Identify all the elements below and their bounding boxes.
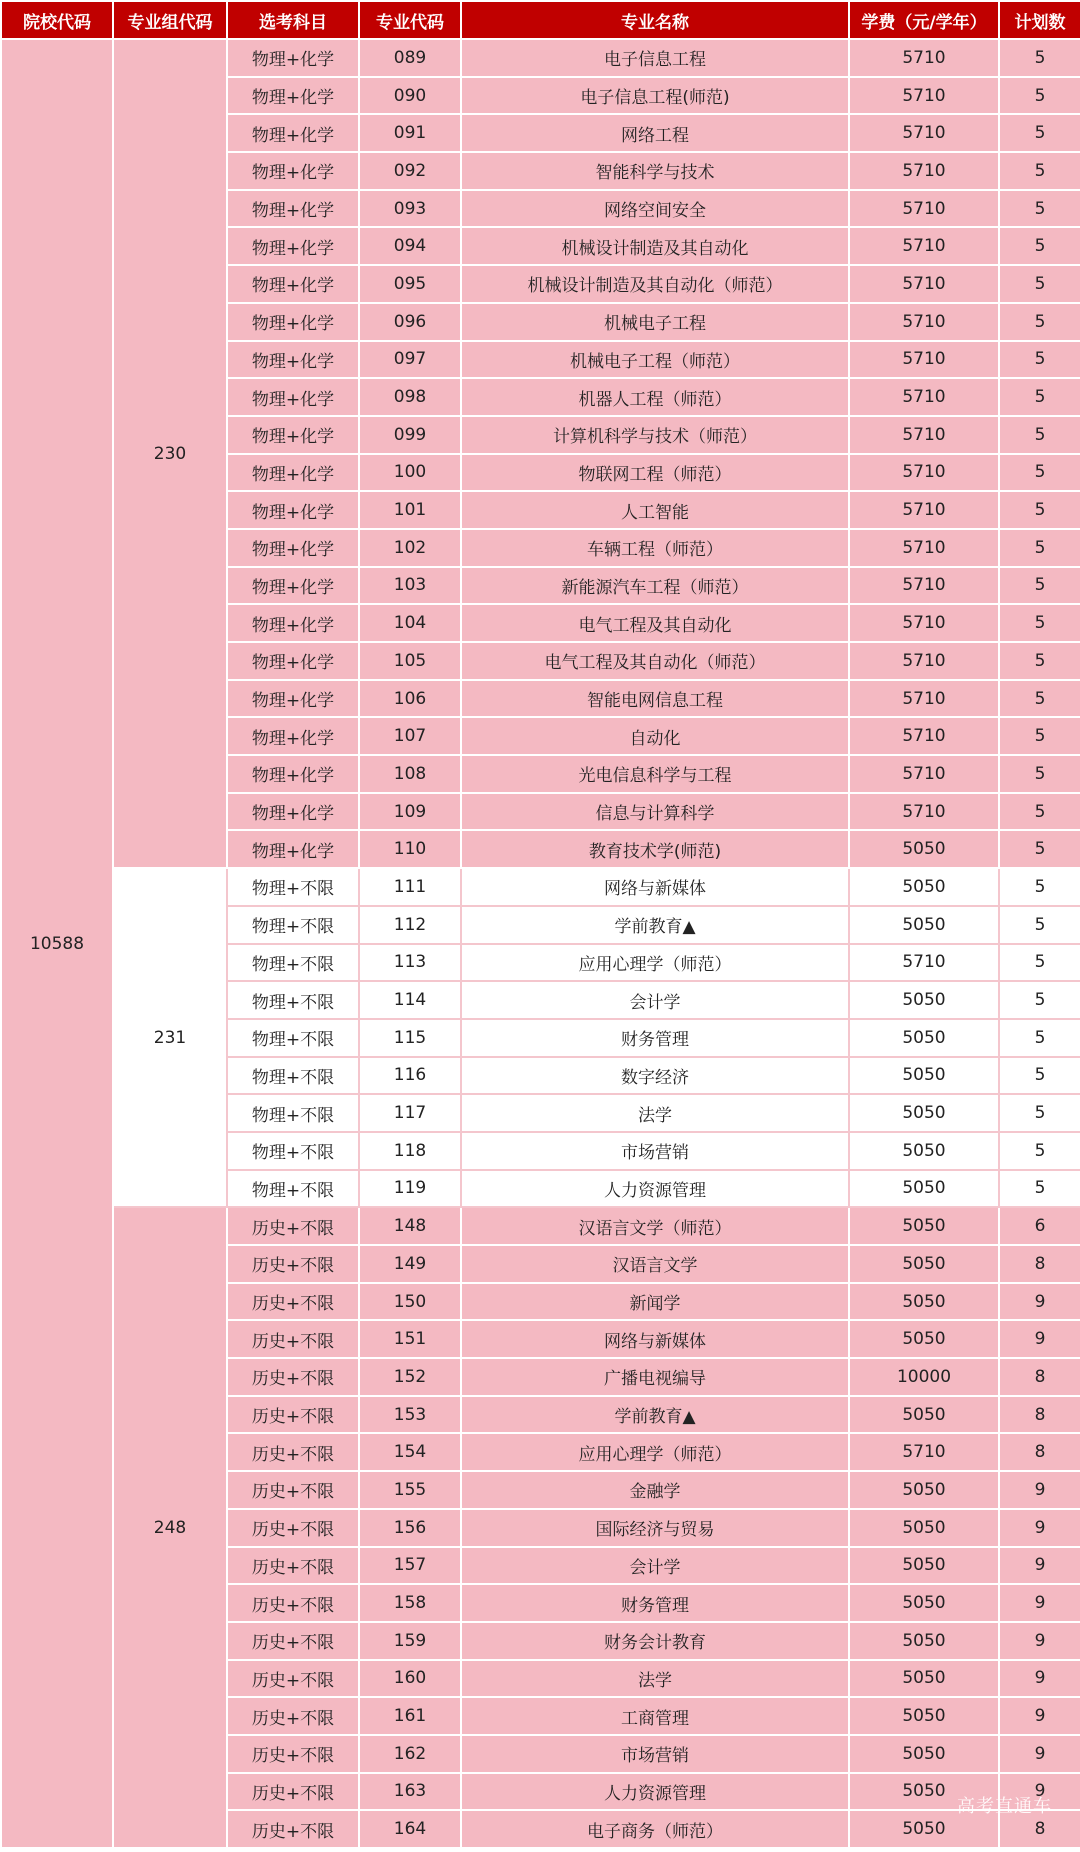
tuition-cell: 5050 bbox=[849, 981, 999, 1019]
major-code-cell: 156 bbox=[359, 1509, 461, 1547]
plan-count-cell: 9 bbox=[999, 1509, 1080, 1547]
major-name-cell: 市场营销 bbox=[461, 1132, 849, 1170]
tuition-cell: 5710 bbox=[849, 755, 999, 793]
major-name-cell: 电子商务（师范） bbox=[461, 1810, 849, 1848]
major-name-cell: 人力资源管理 bbox=[461, 1773, 849, 1811]
tuition-cell: 5710 bbox=[849, 680, 999, 718]
plan-count-cell: 5 bbox=[999, 793, 1080, 831]
plan-count-cell: 5 bbox=[999, 944, 1080, 982]
major-name-cell: 财务管理 bbox=[461, 1584, 849, 1622]
header-school-code: 院校代码 bbox=[1, 1, 113, 39]
major-code-cell: 160 bbox=[359, 1660, 461, 1698]
tuition-cell: 5710 bbox=[849, 717, 999, 755]
major-name-cell: 汉语言文学（师范） bbox=[461, 1207, 849, 1245]
plan-count-cell: 5 bbox=[999, 416, 1080, 454]
tuition-cell: 5710 bbox=[849, 114, 999, 152]
plan-count-cell: 5 bbox=[999, 1019, 1080, 1057]
tuition-cell: 5050 bbox=[849, 830, 999, 868]
tuition-cell: 5050 bbox=[849, 868, 999, 906]
plan-count-cell: 5 bbox=[999, 77, 1080, 115]
major-code-cell: 151 bbox=[359, 1320, 461, 1358]
plan-count-cell: 5 bbox=[999, 567, 1080, 605]
subject-cell: 物理+化学 bbox=[227, 39, 359, 77]
tuition-cell: 5050 bbox=[849, 1207, 999, 1245]
major-name-cell: 金融学 bbox=[461, 1471, 849, 1509]
major-code-cell: 150 bbox=[359, 1283, 461, 1321]
tuition-cell: 5710 bbox=[849, 454, 999, 492]
plan-count-cell: 5 bbox=[999, 717, 1080, 755]
header-row bbox=[1, 1, 1080, 39]
tuition-cell: 5710 bbox=[849, 1433, 999, 1471]
header-subjects: 选考科目 bbox=[227, 1, 359, 39]
major-name-cell: 光电信息科学与工程 bbox=[461, 755, 849, 793]
major-name-cell: 机械设计制造及其自动化（师范） bbox=[461, 265, 849, 303]
subject-cell: 物理+化学 bbox=[227, 416, 359, 454]
plan-count-cell: 5 bbox=[999, 604, 1080, 642]
subject-cell: 物理+化学 bbox=[227, 190, 359, 228]
subject-cell: 物理+化学 bbox=[227, 114, 359, 152]
subject-cell: 历史+不限 bbox=[227, 1433, 359, 1471]
tuition-cell: 5050 bbox=[849, 1547, 999, 1585]
major-code-cell: 157 bbox=[359, 1547, 461, 1585]
tuition-cell: 5050 bbox=[849, 1019, 999, 1057]
plan-count-cell: 5 bbox=[999, 152, 1080, 190]
tuition-cell: 5050 bbox=[849, 1283, 999, 1321]
plan-count-cell: 5 bbox=[999, 454, 1080, 492]
major-name-cell: 应用心理学（师范） bbox=[461, 1433, 849, 1471]
subject-cell: 历史+不限 bbox=[227, 1283, 359, 1321]
major-name-cell: 电气工程及其自动化（师范） bbox=[461, 642, 849, 680]
subject-cell: 物理+化学 bbox=[227, 567, 359, 605]
subject-cell: 历史+不限 bbox=[227, 1735, 359, 1773]
subject-cell: 物理+不限 bbox=[227, 1132, 359, 1170]
major-name-cell: 财务管理 bbox=[461, 1019, 849, 1057]
major-name-cell: 自动化 bbox=[461, 717, 849, 755]
major-code-cell: 109 bbox=[359, 793, 461, 831]
major-code-cell: 153 bbox=[359, 1396, 461, 1434]
subject-cell: 物理+化学 bbox=[227, 491, 359, 529]
major-name-cell: 会计学 bbox=[461, 1547, 849, 1585]
tuition-cell: 10000 bbox=[849, 1358, 999, 1396]
table-row bbox=[1, 39, 1080, 77]
major-name-cell: 网络与新媒体 bbox=[461, 1320, 849, 1358]
plan-count-cell: 5 bbox=[999, 1094, 1080, 1132]
tuition-cell: 5710 bbox=[849, 265, 999, 303]
plan-count-cell: 5 bbox=[999, 906, 1080, 944]
major-name-cell: 计算机科学与技术（师范） bbox=[461, 416, 849, 454]
major-code-cell: 108 bbox=[359, 755, 461, 793]
subject-cell: 历史+不限 bbox=[227, 1584, 359, 1622]
major-code-cell: 118 bbox=[359, 1132, 461, 1170]
major-code-cell: 094 bbox=[359, 227, 461, 265]
subject-cell: 物理+化学 bbox=[227, 341, 359, 379]
plan-count-cell: 8 bbox=[999, 1245, 1080, 1283]
plan-count-cell: 9 bbox=[999, 1584, 1080, 1622]
major-name-cell: 人工智能 bbox=[461, 491, 849, 529]
major-name-cell: 新能源汽车工程（师范） bbox=[461, 567, 849, 605]
tuition-cell: 5050 bbox=[849, 1697, 999, 1735]
watermark: 高考直通车 bbox=[957, 1796, 1052, 1817]
major-name-cell: 法学 bbox=[461, 1094, 849, 1132]
major-code-cell: 100 bbox=[359, 454, 461, 492]
plan-count-cell: 5 bbox=[999, 491, 1080, 529]
subject-cell: 物理+化学 bbox=[227, 454, 359, 492]
major-name-cell: 信息与计算科学 bbox=[461, 793, 849, 831]
header-major-name: 专业名称 bbox=[461, 1, 849, 39]
subject-cell: 物理+化学 bbox=[227, 227, 359, 265]
tuition-cell: 5050 bbox=[849, 1396, 999, 1434]
major-name-cell: 智能科学与技术 bbox=[461, 152, 849, 190]
major-code-cell: 103 bbox=[359, 567, 461, 605]
header-group-code: 专业组代码 bbox=[113, 1, 227, 39]
plan-count-cell: 5 bbox=[999, 680, 1080, 718]
major-code-cell: 158 bbox=[359, 1584, 461, 1622]
major-code-cell: 089 bbox=[359, 39, 461, 77]
major-code-cell: 154 bbox=[359, 1433, 461, 1471]
tuition-cell: 5050 bbox=[849, 1170, 999, 1208]
major-name-cell: 机械电子工程（师范） bbox=[461, 341, 849, 379]
plan-count-cell: 9 bbox=[999, 1697, 1080, 1735]
tuition-cell: 5050 bbox=[849, 1810, 999, 1848]
major-name-cell: 教育技术学(师范) bbox=[461, 830, 849, 868]
major-code-cell: 098 bbox=[359, 378, 461, 416]
major-code-cell: 095 bbox=[359, 265, 461, 303]
major-code-cell: 105 bbox=[359, 642, 461, 680]
major-code-cell: 117 bbox=[359, 1094, 461, 1132]
major-code-cell: 149 bbox=[359, 1245, 461, 1283]
plan-count-cell: 5 bbox=[999, 642, 1080, 680]
major-code-cell: 097 bbox=[359, 341, 461, 379]
major-code-cell: 101 bbox=[359, 491, 461, 529]
tuition-cell: 5050 bbox=[849, 1057, 999, 1095]
major-name-cell: 汉语言文学 bbox=[461, 1245, 849, 1283]
major-name-cell: 智能电网信息工程 bbox=[461, 680, 849, 718]
plan-count-cell: 9 bbox=[999, 1773, 1080, 1811]
major-code-cell: 093 bbox=[359, 190, 461, 228]
tuition-cell: 5710 bbox=[849, 190, 999, 228]
subject-cell: 历史+不限 bbox=[227, 1773, 359, 1811]
major-code-cell: 106 bbox=[359, 680, 461, 718]
header-plan-count: 计划数 bbox=[999, 1, 1080, 39]
group-code-cell: 230 bbox=[113, 39, 227, 868]
subject-cell: 物理+化学 bbox=[227, 642, 359, 680]
major-code-cell: 111 bbox=[359, 868, 461, 906]
subject-cell: 物理+化学 bbox=[227, 680, 359, 718]
plan-count-cell: 9 bbox=[999, 1320, 1080, 1358]
major-name-cell: 网络空间安全 bbox=[461, 190, 849, 228]
tuition-cell: 5710 bbox=[849, 944, 999, 982]
major-code-cell: 152 bbox=[359, 1358, 461, 1396]
subject-cell: 物理+化学 bbox=[227, 604, 359, 642]
plan-count-cell: 5 bbox=[999, 114, 1080, 152]
major-name-cell: 机械电子工程 bbox=[461, 303, 849, 341]
subject-cell: 历史+不限 bbox=[227, 1396, 359, 1434]
major-code-cell: 164 bbox=[359, 1810, 461, 1848]
plan-count-cell: 5 bbox=[999, 868, 1080, 906]
subject-cell: 历史+不限 bbox=[227, 1320, 359, 1358]
table-row bbox=[1, 868, 1080, 906]
plan-count-cell: 9 bbox=[999, 1471, 1080, 1509]
major-name-cell: 广播电视编导 bbox=[461, 1358, 849, 1396]
school-code-cell: 10588 bbox=[1, 39, 113, 1848]
tuition-cell: 5050 bbox=[849, 1094, 999, 1132]
subject-cell: 物理+不限 bbox=[227, 981, 359, 1019]
tuition-cell: 5050 bbox=[849, 1773, 999, 1811]
tuition-cell: 5710 bbox=[849, 567, 999, 605]
tuition-cell: 5050 bbox=[849, 1132, 999, 1170]
major-code-cell: 148 bbox=[359, 1207, 461, 1245]
tuition-cell: 5050 bbox=[849, 1245, 999, 1283]
plan-count-cell: 5 bbox=[999, 227, 1080, 265]
subject-cell: 物理+不限 bbox=[227, 1057, 359, 1095]
subject-cell: 物理+不限 bbox=[227, 1019, 359, 1057]
subject-cell: 历史+不限 bbox=[227, 1660, 359, 1698]
plan-count-cell: 9 bbox=[999, 1283, 1080, 1321]
major-code-cell: 096 bbox=[359, 303, 461, 341]
subject-cell: 物理+化学 bbox=[227, 830, 359, 868]
major-name-cell: 电子信息工程 bbox=[461, 39, 849, 77]
major-name-cell: 数字经济 bbox=[461, 1057, 849, 1095]
subject-cell: 物理+化学 bbox=[227, 793, 359, 831]
major-code-cell: 155 bbox=[359, 1471, 461, 1509]
plan-count-cell: 8 bbox=[999, 1358, 1080, 1396]
subject-cell: 物理+化学 bbox=[227, 378, 359, 416]
tuition-cell: 5710 bbox=[849, 341, 999, 379]
major-code-cell: 162 bbox=[359, 1735, 461, 1773]
header-major-code: 专业代码 bbox=[359, 1, 461, 39]
plan-count-cell: 6 bbox=[999, 1207, 1080, 1245]
major-name-cell: 机械设计制造及其自动化 bbox=[461, 227, 849, 265]
major-code-cell: 161 bbox=[359, 1697, 461, 1735]
plan-count-cell: 5 bbox=[999, 529, 1080, 567]
subject-cell: 物理+不限 bbox=[227, 944, 359, 982]
group-code-cell: 231 bbox=[113, 868, 227, 1207]
tuition-cell: 5050 bbox=[849, 1622, 999, 1660]
major-name-cell: 机器人工程（师范） bbox=[461, 378, 849, 416]
tuition-cell: 5710 bbox=[849, 303, 999, 341]
tuition-cell: 5710 bbox=[849, 529, 999, 567]
major-code-cell: 092 bbox=[359, 152, 461, 190]
tuition-cell: 5050 bbox=[849, 1509, 999, 1547]
plan-count-cell: 5 bbox=[999, 303, 1080, 341]
major-code-cell: 163 bbox=[359, 1773, 461, 1811]
major-name-cell: 物联网工程（师范） bbox=[461, 454, 849, 492]
major-code-cell: 116 bbox=[359, 1057, 461, 1095]
subject-cell: 物理+化学 bbox=[227, 529, 359, 567]
tuition-cell: 5050 bbox=[849, 906, 999, 944]
major-code-cell: 102 bbox=[359, 529, 461, 567]
major-name-cell: 电气工程及其自动化 bbox=[461, 604, 849, 642]
tuition-cell: 5710 bbox=[849, 416, 999, 454]
tuition-cell: 5050 bbox=[849, 1584, 999, 1622]
plan-count-cell: 5 bbox=[999, 190, 1080, 228]
major-code-cell: 115 bbox=[359, 1019, 461, 1057]
plan-count-cell: 8 bbox=[999, 1810, 1080, 1848]
plan-count-cell: 5 bbox=[999, 265, 1080, 303]
subject-cell: 历史+不限 bbox=[227, 1471, 359, 1509]
subject-cell: 物理+化学 bbox=[227, 755, 359, 793]
major-name-cell: 网络与新媒体 bbox=[461, 868, 849, 906]
major-name-cell: 车辆工程（师范） bbox=[461, 529, 849, 567]
plan-count-cell: 5 bbox=[999, 341, 1080, 379]
major-name-cell: 应用心理学（师范） bbox=[461, 944, 849, 982]
major-name-cell: 财务会计教育 bbox=[461, 1622, 849, 1660]
subject-cell: 历史+不限 bbox=[227, 1207, 359, 1245]
subject-cell: 物理+化学 bbox=[227, 265, 359, 303]
major-name-cell: 人力资源管理 bbox=[461, 1170, 849, 1208]
subject-cell: 历史+不限 bbox=[227, 1358, 359, 1396]
plan-count-cell: 5 bbox=[999, 1170, 1080, 1208]
subject-cell: 历史+不限 bbox=[227, 1697, 359, 1735]
major-name-cell: 法学 bbox=[461, 1660, 849, 1698]
tuition-cell: 5710 bbox=[849, 39, 999, 77]
tuition-cell: 5710 bbox=[849, 378, 999, 416]
plan-count-cell: 5 bbox=[999, 39, 1080, 77]
major-name-cell: 电子信息工程(师范) bbox=[461, 77, 849, 115]
plan-count-cell: 8 bbox=[999, 1396, 1080, 1434]
tuition-cell: 5050 bbox=[849, 1320, 999, 1358]
plan-count-cell: 5 bbox=[999, 981, 1080, 1019]
group-code-cell: 248 bbox=[113, 1207, 227, 1848]
subject-cell: 物理+化学 bbox=[227, 717, 359, 755]
tuition-cell: 5050 bbox=[849, 1735, 999, 1773]
major-name-cell: 新闻学 bbox=[461, 1283, 849, 1321]
plan-count-cell: 5 bbox=[999, 755, 1080, 793]
tuition-cell: 5710 bbox=[849, 152, 999, 190]
plan-count-cell: 9 bbox=[999, 1622, 1080, 1660]
subject-cell: 物理+化学 bbox=[227, 77, 359, 115]
major-code-cell: 110 bbox=[359, 830, 461, 868]
major-name-cell: 国际经济与贸易 bbox=[461, 1509, 849, 1547]
subject-cell: 历史+不限 bbox=[227, 1547, 359, 1585]
major-code-cell: 090 bbox=[359, 77, 461, 115]
header-tuition: 学费（元/学年） bbox=[849, 1, 999, 39]
major-code-cell: 107 bbox=[359, 717, 461, 755]
plan-count-cell: 5 bbox=[999, 1057, 1080, 1095]
subject-cell: 历史+不限 bbox=[227, 1509, 359, 1547]
subject-cell: 历史+不限 bbox=[227, 1810, 359, 1848]
subject-cell: 物理+化学 bbox=[227, 303, 359, 341]
major-code-cell: 112 bbox=[359, 906, 461, 944]
major-code-cell: 159 bbox=[359, 1622, 461, 1660]
major-name-cell: 学前教育▲ bbox=[461, 906, 849, 944]
major-code-cell: 091 bbox=[359, 114, 461, 152]
plan-count-cell: 9 bbox=[999, 1660, 1080, 1698]
plan-count-cell: 5 bbox=[999, 1132, 1080, 1170]
tuition-cell: 5710 bbox=[849, 604, 999, 642]
plan-count-cell: 9 bbox=[999, 1547, 1080, 1585]
major-code-cell: 099 bbox=[359, 416, 461, 454]
subject-cell: 物理+化学 bbox=[227, 152, 359, 190]
major-name-cell: 学前教育▲ bbox=[461, 1396, 849, 1434]
major-name-cell: 会计学 bbox=[461, 981, 849, 1019]
major-code-cell: 113 bbox=[359, 944, 461, 982]
major-name-cell: 网络工程 bbox=[461, 114, 849, 152]
subject-cell: 历史+不限 bbox=[227, 1622, 359, 1660]
major-name-cell: 市场营销 bbox=[461, 1735, 849, 1773]
tuition-cell: 5710 bbox=[849, 77, 999, 115]
subject-cell: 物理+不限 bbox=[227, 1170, 359, 1208]
subject-cell: 物理+不限 bbox=[227, 868, 359, 906]
tuition-cell: 5050 bbox=[849, 1660, 999, 1698]
major-code-cell: 114 bbox=[359, 981, 461, 1019]
major-code-cell: 119 bbox=[359, 1170, 461, 1208]
tuition-cell: 5710 bbox=[849, 642, 999, 680]
plan-count-cell: 9 bbox=[999, 1735, 1080, 1773]
tuition-cell: 5710 bbox=[849, 491, 999, 529]
tuition-cell: 5710 bbox=[849, 227, 999, 265]
subject-cell: 物理+不限 bbox=[227, 906, 359, 944]
tuition-cell: 5710 bbox=[849, 793, 999, 831]
plan-count-cell: 5 bbox=[999, 830, 1080, 868]
subject-cell: 历史+不限 bbox=[227, 1245, 359, 1283]
tuition-cell: 5050 bbox=[849, 1471, 999, 1509]
table-row bbox=[1, 1207, 1080, 1245]
plan-count-cell: 5 bbox=[999, 378, 1080, 416]
plan-count-cell: 8 bbox=[999, 1433, 1080, 1471]
major-code-cell: 104 bbox=[359, 604, 461, 642]
subject-cell: 物理+不限 bbox=[227, 1094, 359, 1132]
major-name-cell: 工商管理 bbox=[461, 1697, 849, 1735]
